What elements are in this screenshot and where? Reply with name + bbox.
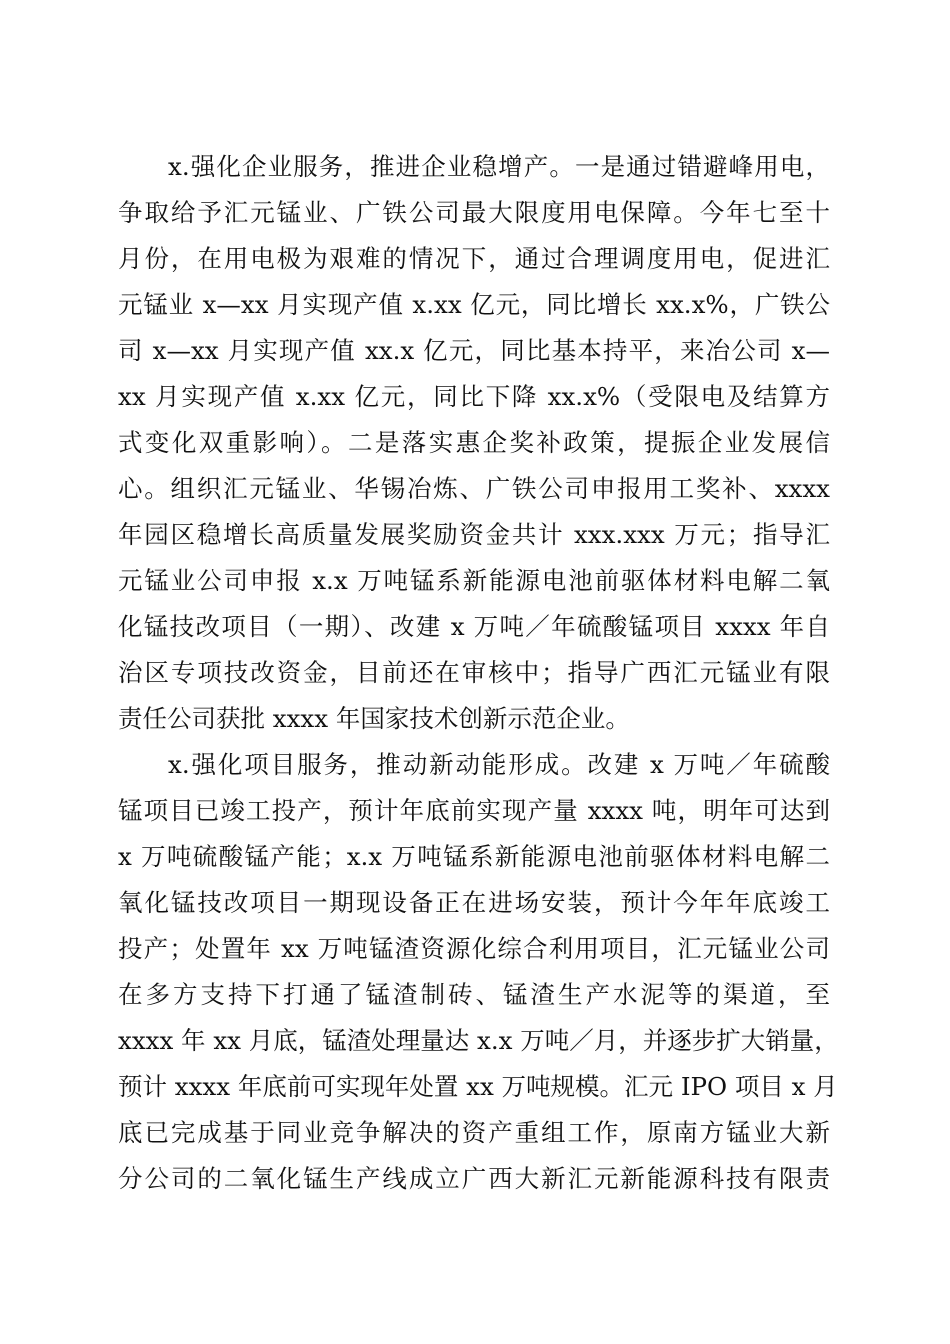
text-line: 锰项目已竣工投产，预计年底前实现产量 xxxx 吨，明年可达到 bbox=[118, 796, 830, 825]
text-line: 月份，在用电极为艰难的情况下，通过合理调度用电，促进汇 bbox=[118, 244, 830, 273]
text-line: 底已完成基于同业竞争解决的资产重组工作，原南方锰业大新 bbox=[118, 1118, 830, 1147]
text-line: x 万吨硫酸锰产能；x.x 万吨锰系新能源电池前驱体材料电解二 bbox=[118, 842, 830, 871]
paragraph-enterprise-service bbox=[118, 144, 830, 742]
paragraph-project-service bbox=[118, 742, 839, 1202]
text-line: 治区专项技改资金，目前还在审核中；指导广西汇元锰业有限 bbox=[118, 658, 830, 687]
text-line: 在多方支持下打通了锰渣制砖、锰渣生产水泥等的渠道，至 bbox=[118, 980, 830, 1009]
text-line: 分公司的二氧化锰生产线成立广西大新汇元新能源科技有限责 bbox=[118, 1164, 830, 1193]
text-line: 氧化锰技改项目一期现设备正在进场安装，预计今年年底竣工 bbox=[118, 888, 830, 917]
document-body bbox=[118, 144, 839, 1202]
text-line: 司 x—xx 月实现产值 xx.x 亿元，同比基本持平，来冶公司 x— bbox=[118, 336, 830, 365]
text-line: 化锰技改项目（一期）、改建 x 万吨／年硫酸锰项目 xxxx 年自 bbox=[118, 612, 830, 641]
text-line: 年园区稳增长高质量发展奖励资金共计 xxx.xxx 万元；指导汇 bbox=[118, 520, 830, 549]
text-line: xxxx 年 xx 月底，锰渣处理量达 x.x 万吨／月，并逐步扩大销量， bbox=[118, 1026, 839, 1055]
text-line: 预计 xxxx 年底前可实现年处置 xx 万吨规模。汇元 IPO 项目 x 月 bbox=[118, 1072, 838, 1101]
text-line: 式变化双重影响）。二是落实惠企奖补政策，提振企业发展信 bbox=[118, 428, 830, 457]
text-line: 争取给予汇元锰业、广铁公司最大限度用电保障。今年七至十 bbox=[118, 198, 830, 227]
text-line: 元锰业 x—xx 月实现产值 x.xx 亿元，同比增长 xx.x%，广铁公 bbox=[118, 290, 830, 319]
text-line: 心。组织汇元锰业、华锡冶炼、广铁公司申报用工奖补、xxxx bbox=[118, 474, 830, 503]
text-line: x.强化企业服务，推进企业稳增产。一是通过错避峰用电， bbox=[168, 152, 830, 181]
text-line: xx 月实现产值 x.xx 亿元，同比下降 xx.x%（受限电及结算方 bbox=[118, 382, 830, 411]
text-line: x.强化项目服务，推动新动能形成。改建 x 万吨／年硫酸 bbox=[168, 750, 830, 779]
text-line: 投产；处置年 xx 万吨锰渣资源化综合利用项目，汇元锰业公司 bbox=[118, 934, 830, 963]
text-line: 元锰业公司申报 x.x 万吨锰系新能源电池前驱体材料电解二氧 bbox=[118, 566, 830, 595]
text-line: 责任公司获批 xxxx 年国家技术创新示范企业。 bbox=[118, 704, 630, 733]
